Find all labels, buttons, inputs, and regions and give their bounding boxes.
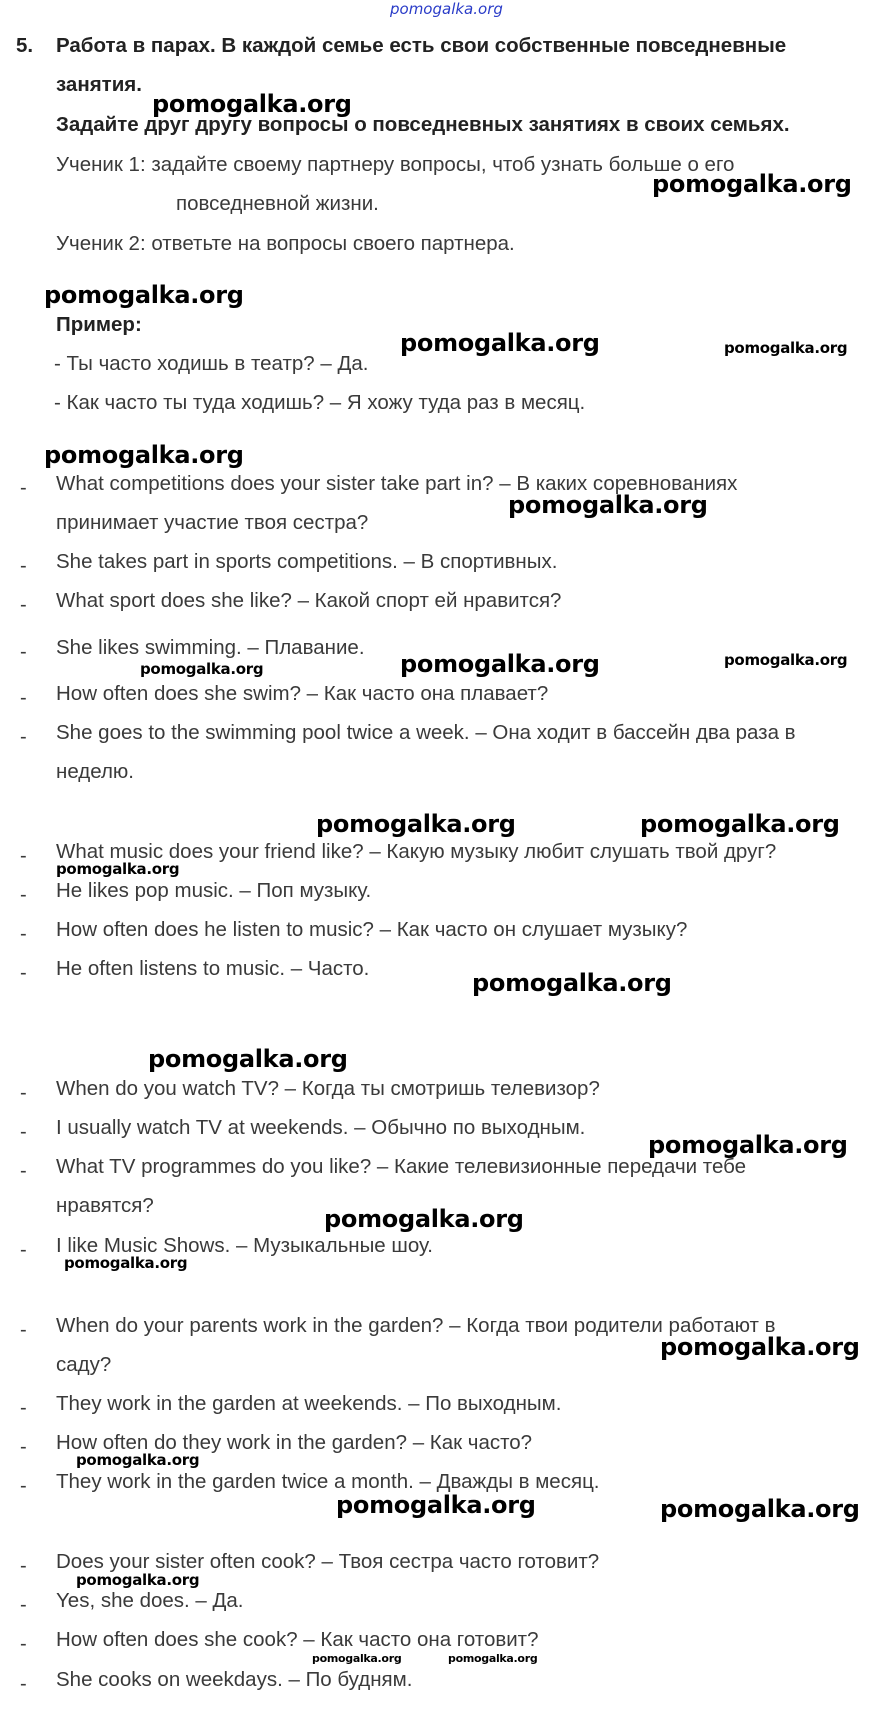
watermark: pomogalka.org <box>472 969 672 997</box>
watermark: pomogalka.org <box>76 1571 200 1589</box>
task-subtitle: Задайте друг другу вопросы о повседневных занятиях в своих семьях. <box>56 113 790 136</box>
watermark: pomogalka.org <box>44 441 244 469</box>
watermark: pomogalka.org <box>640 810 840 838</box>
dialogue2-line4: He often listens to music. – Часто. <box>56 957 370 980</box>
task-title-line2: занятия. <box>56 73 142 96</box>
task-title-line1: Работа в парах. В каждой семье есть свои собственные повседневные <box>56 34 787 57</box>
dialogue5-line2: Yes, she does. – Да. <box>56 1589 244 1612</box>
dialogue1-line4: She likes swimming. – Плавание. <box>56 636 365 659</box>
list-dash: - <box>20 641 27 663</box>
watermark: pomogalka.org <box>152 90 352 118</box>
dialogue3-line3a: What TV programmes do you like? – Какие телевизионные передачи тебе <box>56 1155 747 1178</box>
list-dash: - <box>20 1082 27 1104</box>
watermark: pomogalka.org <box>724 651 848 669</box>
list-dash: - <box>20 1673 27 1695</box>
watermark: pomogalka.org <box>336 1491 536 1519</box>
watermark: pomogalka.org <box>140 660 264 678</box>
dialogue1-line1b: принимает участие твоя сестра? <box>56 511 369 534</box>
dialogue3-line3b: нравятся? <box>56 1194 154 1217</box>
dialogue5-line1: Does your sister often cook? – Твоя сестра часто готовит? <box>56 1550 600 1573</box>
list-dash: - <box>20 845 27 867</box>
watermark: pomogalka.org <box>64 1254 188 1272</box>
watermark: pomogalka.org <box>660 1333 860 1361</box>
list-dash: - <box>20 923 27 945</box>
example-label: Пример: <box>56 313 142 336</box>
list-dash: - <box>20 687 27 709</box>
watermark: pomogalka.org <box>652 170 852 198</box>
list-dash: - <box>20 1239 27 1261</box>
dialogue4-line1b: саду? <box>56 1353 112 1376</box>
dialogue1-line6a: She goes to the swimming pool twice a week. – Она ходит в бассейн два раза в <box>56 721 796 744</box>
dialogue1-line5: How often does she swim? – Как часто она плавает? <box>56 682 549 705</box>
student1-instruction-line2: повседневной жизни. <box>176 192 379 215</box>
watermark: pomogalka.org <box>400 329 600 357</box>
dialogue4-line3: How often do they work in the garden? – Как часто? <box>56 1431 533 1454</box>
list-dash: - <box>20 1475 27 1497</box>
watermark: pomogalka.org <box>400 650 600 678</box>
dialogue1-line3: What sport does she like? – Какой спорт ей нравится? <box>56 589 562 612</box>
list-dash: - <box>20 884 27 906</box>
watermark: pomogalka.org <box>76 1451 200 1469</box>
watermark: pomogalka.org <box>44 281 244 309</box>
list-dash: - <box>20 1121 27 1143</box>
watermark: pomogalka.org <box>316 810 516 838</box>
dialogue4-line2: They work in the garden at weekends. – По выходным. <box>56 1392 562 1415</box>
watermark: pomogalka.org <box>724 339 848 357</box>
list-dash: - <box>20 477 27 499</box>
dialogue3-line2: I usually watch TV at weekends. – Обычно по выходным. <box>56 1116 586 1139</box>
dialogue2-line2: He likes pop music. – Поп музыку. <box>56 879 372 902</box>
dialogue1-line1a: What competitions does your sister take part in? – В каких соревнованиях <box>56 472 738 495</box>
example-line1: - Ты часто ходишь в театр? – Да. <box>54 352 369 375</box>
watermark: pomogalka.org <box>312 1652 402 1665</box>
list-dash: - <box>20 1633 27 1655</box>
dialogue4-line4: They work in the garden twice a month. – Дважды в месяц. <box>56 1470 600 1493</box>
dialogue3-line4: I like Music Shows. – Музыкальные шоу. <box>56 1234 433 1257</box>
watermark: pomogalka.org <box>448 1652 538 1665</box>
list-dash: - <box>20 962 27 984</box>
site-header-watermark: pomogalka.org <box>390 0 503 18</box>
dialogue1-line2: She takes part in sports competitions. – В спортивных. <box>56 550 558 573</box>
watermark: pomogalka.org <box>324 1205 524 1233</box>
dialogue2-line1: What music does your friend like? – Какую музыку любит слушать твой друг? <box>56 840 777 863</box>
dialogue2-line3: How often does he listen to music? – Как часто он слушает музыку? <box>56 918 688 941</box>
list-dash: - <box>20 1160 27 1182</box>
dialogue5-line4: She cooks on weekdays. – По будням. <box>56 1668 413 1691</box>
student2-instruction: Ученик 2: ответьте на вопросы своего партнера. <box>56 232 515 255</box>
student1-instruction-line1: Ученик 1: задайте своему партнеру вопросы, чтоб узнать больше о его <box>56 153 735 176</box>
watermark: pomogalka.org <box>648 1131 848 1159</box>
list-dash: - <box>20 594 27 616</box>
watermark: pomogalka.org <box>660 1495 860 1523</box>
list-dash: - <box>20 1594 27 1616</box>
task-number: 5. <box>16 34 34 57</box>
list-dash: - <box>20 555 27 577</box>
dialogue1-line6b: неделю. <box>56 760 134 783</box>
list-dash: - <box>20 726 27 748</box>
dialogue4-line1a: When do your parents work in the garden? – Когда твои родители работают в <box>56 1314 776 1337</box>
watermark: pomogalka.org <box>508 491 708 519</box>
dialogue5-line3: How often does she cook? – Как часто она готовит? <box>56 1628 539 1651</box>
watermark: pomogalka.org <box>56 860 180 878</box>
watermark: pomogalka.org <box>148 1045 348 1073</box>
list-dash: - <box>20 1319 27 1341</box>
dialogue3-line1: When do you watch TV? – Когда ты смотришь телевизор? <box>56 1077 600 1100</box>
list-dash: - <box>20 1397 27 1419</box>
list-dash: - <box>20 1436 27 1458</box>
example-line2: - Как часто ты туда ходишь? – Я хожу туда раз в месяц. <box>54 391 586 414</box>
list-dash: - <box>20 1555 27 1577</box>
